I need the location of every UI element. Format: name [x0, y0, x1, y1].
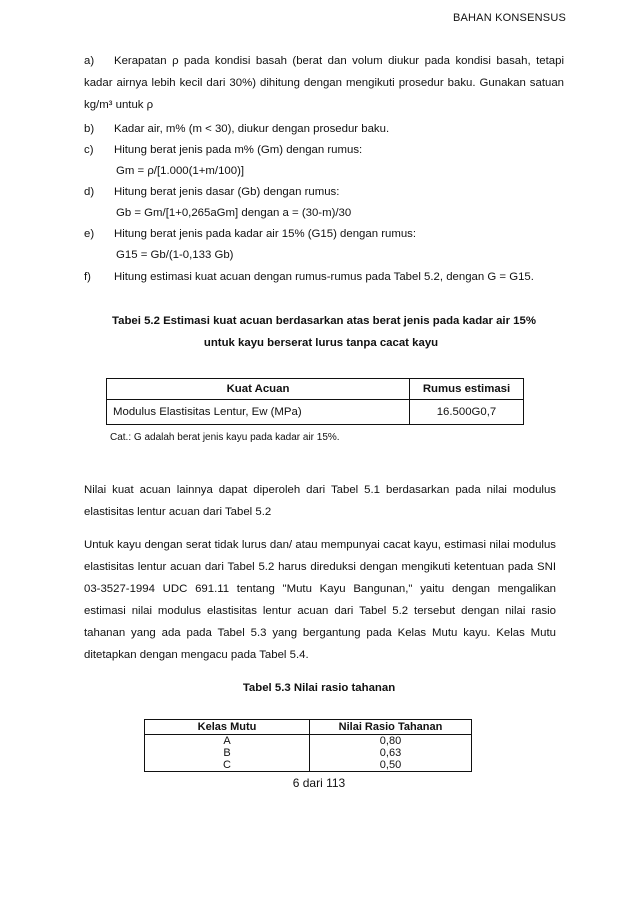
item-label: d): [84, 186, 95, 198]
formula-gb: Gb = Gm/[1+0,265aGm] dengan a = (30-m)/30: [116, 207, 352, 219]
table-5-3: [144, 719, 472, 772]
cell-kelas: A: [145, 735, 310, 748]
page-header: BAHAN KONSENSUS: [452, 12, 566, 24]
table-row: [145, 759, 472, 772]
item-c: [84, 139, 564, 161]
table52-note: Cat.: G adalah berat jenis kayu pada kadar air 15%.: [110, 432, 340, 443]
item-label: f): [84, 271, 91, 283]
item-e: [84, 223, 564, 245]
item-b: [84, 118, 564, 140]
table53-caption: Tabel 5.3 Nilai rasio tahanan: [242, 682, 396, 694]
item-text: Hitung berat jenis pada kadar air 15% (G15) dengan rumus:: [114, 228, 417, 240]
table-header-row: [107, 379, 524, 400]
item-f: [84, 266, 564, 288]
cell-kuat-acuan: Modulus Elastisitas Lentur, Ew (MPa): [107, 400, 410, 425]
page-number: 6 dari 113: [292, 776, 346, 790]
table-row: [145, 747, 472, 759]
table-header-row: [145, 720, 472, 735]
item-a-label: a): [84, 55, 95, 67]
item-label: b): [84, 123, 95, 135]
header-kuat-acuan: Kuat Acuan: [107, 379, 410, 400]
item-label: c): [84, 144, 94, 156]
cell-nilai: 0,63: [310, 747, 472, 759]
paragraph-2: Untuk kayu dengan serat tidak lurus dan/ atau mempunyai cacat kayu, estimasi nilai modulus elastisitas lentur acuan dari Tabel 5.2 harus direduksi dengan mengikuti ketentuan pada SNI 03-3527-1994 UDC 691.11 tentang "Mutu Kayu Bangunan," yaitu dengan mengalikan estimasi nilai modulus elastisitas lentur acuan dari Tabel 5.2 tersebut dengan nilai rasio tahanan yang ada pada Tabel 5.3 yang bergantung pada Kelas Mutu kayu. Kelas Mutu ditetapkan dengan mengacu pada Tabel 5.4.: [84, 539, 556, 661]
item-label: e): [84, 228, 95, 240]
item-a-text: Kerapatan ρ pada kondisi basah (berat dan volum diukur pada kondisi basah, tetapi kadar airnya lebih kecil dari 30%) dihitung dengan mengikuti prosedur baku. Gunakan satuan kg/m³ untuk ρ: [84, 55, 564, 111]
cell-nilai: 0,50: [310, 759, 472, 772]
item-text: Hitung estimasi kuat acuan dengan rumus-rumus pada Tabel 5.2, dengan G = G15.: [114, 271, 534, 283]
cell-kelas: C: [145, 759, 310, 772]
header-nilai-rasio: Nilai Rasio Tahanan: [310, 720, 472, 735]
table52-caption-line1: Tabei 5.2 Estimasi kuat acuan berdasarkan atas berat jenis pada kadar air 15%: [112, 315, 536, 327]
item-d: [84, 181, 564, 203]
header-kelas-mutu: Kelas Mutu: [145, 720, 310, 735]
table-5-2: [106, 378, 524, 425]
table-row: [145, 735, 472, 748]
item-a: [84, 50, 564, 116]
paragraph-1: Nilai kuat acuan lainnya dapat diperoleh dari Tabel 5.1 berdasarkan pada nilai modulus elastisitas lentur acuan dari Tabel 5.2: [84, 484, 556, 518]
cell-kelas: B: [145, 747, 310, 759]
cell-rumus: 16.500G0,7: [410, 400, 524, 425]
table-row: [107, 400, 524, 425]
item-text: Hitung berat jenis dasar (Gb) dengan rumus:: [114, 186, 340, 198]
item-text: Hitung berat jenis pada m% (Gm) dengan rumus:: [114, 144, 363, 156]
formula-g15: G15 = Gb/(1-0,133 Gb): [116, 249, 234, 261]
table52-caption-line2: untuk kayu berserat lurus tanpa cacat kayu: [203, 337, 439, 349]
cell-nilai: 0,80: [310, 735, 472, 748]
header-rumus-estimasi: Rumus estimasi: [410, 379, 524, 400]
item-text: Kadar air, m% (m < 30), diukur dengan prosedur baku.: [114, 123, 390, 135]
formula-gm: Gm = ρ/[1.000(1+m/100)]: [116, 165, 245, 177]
